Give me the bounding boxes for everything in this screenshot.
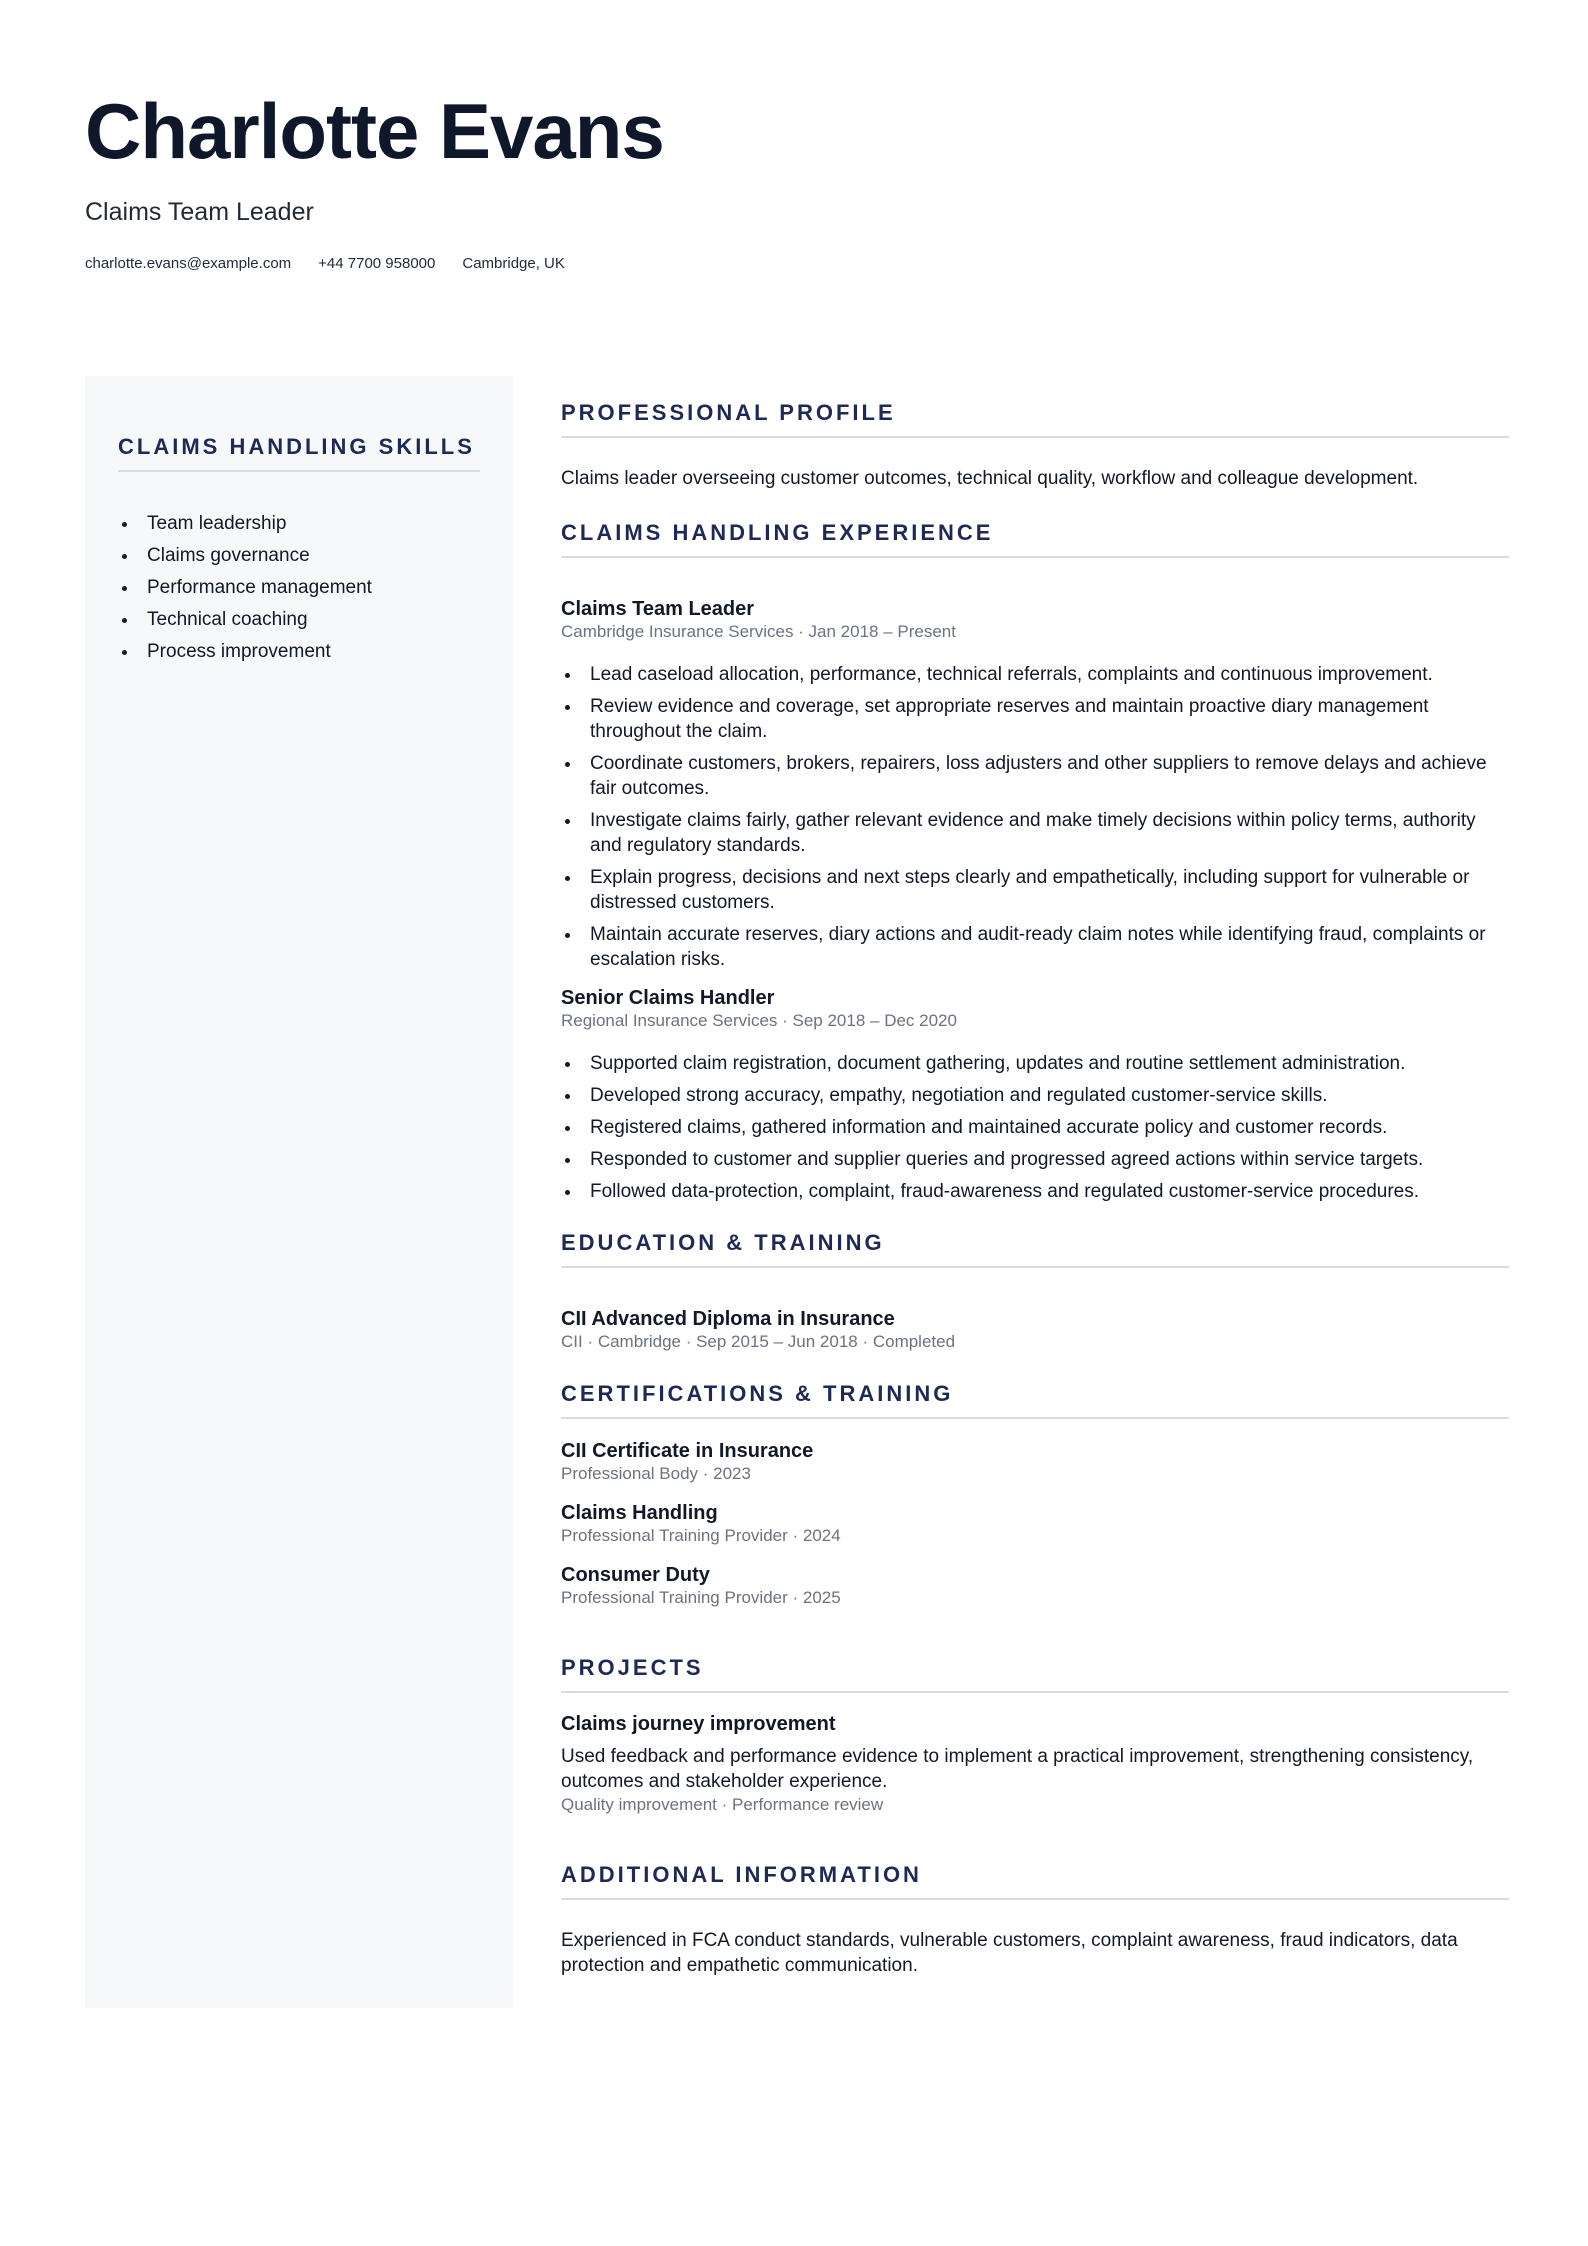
certification-entry bbox=[561, 1501, 1509, 1547]
certification-meta: Professional Training Provider · 2025 bbox=[561, 1588, 841, 1607]
additional-section bbox=[561, 1862, 1509, 1978]
profile-heading: PROFESSIONAL PROFILE bbox=[561, 400, 1509, 438]
certification-meta: Professional Body · 2023 bbox=[561, 1464, 751, 1483]
education-meta: CII · Cambridge · Sep 2015 – Jun 2018 · Completed bbox=[561, 1332, 956, 1351]
additional-text: Experienced in FCA conduct standards, vulnerable customers, complaint awareness, fraud indicators, data protection and empathetic communication. bbox=[561, 1930, 1458, 1976]
additional-heading: ADDITIONAL INFORMATION bbox=[561, 1862, 1509, 1900]
candidate-role: Claims Team Leader bbox=[85, 198, 314, 226]
certification-entry bbox=[561, 1439, 1509, 1485]
job-bullet: Investigate claims fairly, gather relevant evidence and make timely decisions within policy terms, authority and regulatory standards. bbox=[561, 808, 1509, 858]
certification-title: CII Certificate in Insurance bbox=[561, 1440, 814, 1462]
education-heading: EDUCATION & TRAINING bbox=[561, 1230, 1509, 1268]
contact-line bbox=[85, 255, 565, 272]
job-meta: Regional Insurance Services · Sep 2018 – Dec 2020 bbox=[561, 1011, 957, 1030]
certification-title: Claims Handling bbox=[561, 1502, 718, 1524]
experience-section bbox=[561, 520, 1509, 1204]
job-bullet: Developed strong accuracy, empathy, negotiation and regulated customer-service skills. bbox=[561, 1083, 1509, 1108]
projects-section bbox=[561, 1655, 1509, 1816]
education-section bbox=[561, 1230, 1509, 1353]
project-title: Claims journey improvement bbox=[561, 1713, 836, 1735]
certification-entry bbox=[561, 1563, 1509, 1609]
contact-location: Cambridge, UK bbox=[462, 255, 565, 272]
profile-section bbox=[561, 400, 1509, 492]
job-entry bbox=[561, 986, 1509, 1204]
skill-item: Claims governance bbox=[118, 540, 372, 572]
job-title: Claims Team Leader bbox=[561, 598, 755, 620]
skill-item: Team leadership bbox=[118, 508, 372, 540]
job-bullet: Supported claim registration, document gathering, updates and routine settlement administration. bbox=[561, 1051, 1509, 1076]
skill-item: Technical coaching bbox=[118, 604, 372, 636]
skills-sidebar bbox=[85, 376, 513, 2008]
skills-list bbox=[118, 508, 372, 668]
contact-phone: +44 7700 958000 bbox=[318, 255, 436, 272]
experience-heading: CLAIMS HANDLING EXPERIENCE bbox=[561, 520, 1509, 558]
profile-text: Claims leader overseeing customer outcomes, technical quality, workflow and colleague development. bbox=[561, 468, 1419, 489]
job-entry bbox=[561, 597, 1509, 972]
job-bullets bbox=[561, 662, 1509, 972]
candidate-name: Charlotte Evans bbox=[85, 87, 664, 175]
project-description: Used feedback and performance evidence to implement a practical improvement, strengthening consistency, outcomes and stakeholder experience. bbox=[561, 1746, 1474, 1792]
job-bullet: Explain progress, decisions and next steps clearly and empathetically, including support for vulnerable or distressed customers. bbox=[561, 865, 1509, 915]
job-bullets bbox=[561, 1051, 1509, 1204]
project-meta: Quality improvement · Performance review bbox=[561, 1795, 884, 1814]
certifications-section bbox=[561, 1381, 1509, 1609]
contact-email: charlotte.evans@example.com bbox=[85, 255, 292, 272]
education-entry bbox=[561, 1307, 1509, 1353]
job-bullet: Review evidence and coverage, set appropriate reserves and maintain proactive diary management throughout the claim. bbox=[561, 694, 1509, 744]
skill-item: Process improvement bbox=[118, 636, 372, 668]
job-bullet: Maintain accurate reserves, diary actions and audit-ready claim notes while identifying fraud, complaints or escalation risks. bbox=[561, 922, 1509, 972]
education-title: CII Advanced Diploma in Insurance bbox=[561, 1308, 895, 1330]
job-title: Senior Claims Handler bbox=[561, 987, 775, 1009]
job-bullet: Registered claims, gathered information and maintained accurate policy and customer records. bbox=[561, 1115, 1509, 1140]
skills-heading: CLAIMS HANDLING SKILLS bbox=[118, 434, 480, 472]
job-meta: Cambridge Insurance Services · Jan 2018 – Present bbox=[561, 622, 956, 641]
job-bullet: Lead caseload allocation, performance, technical referrals, complaints and continuous improvement. bbox=[561, 662, 1509, 687]
skill-item: Performance management bbox=[118, 572, 372, 604]
certification-title: Consumer Duty bbox=[561, 1564, 710, 1586]
main-column bbox=[561, 400, 1509, 1978]
job-bullet: Responded to customer and supplier queries and progressed agreed actions within service targets. bbox=[561, 1147, 1509, 1172]
projects-heading: PROJECTS bbox=[561, 1655, 1509, 1693]
job-bullet: Followed data-protection, complaint, fraud-awareness and regulated customer-service procedures. bbox=[561, 1179, 1509, 1204]
certification-meta: Professional Training Provider · 2024 bbox=[561, 1526, 841, 1545]
job-bullet: Coordinate customers, brokers, repairers, loss adjusters and other suppliers to remove delays and achieve fair outcomes. bbox=[561, 751, 1509, 801]
project-entry bbox=[561, 1712, 1509, 1816]
certifications-heading: CERTIFICATIONS & TRAINING bbox=[561, 1381, 1509, 1419]
